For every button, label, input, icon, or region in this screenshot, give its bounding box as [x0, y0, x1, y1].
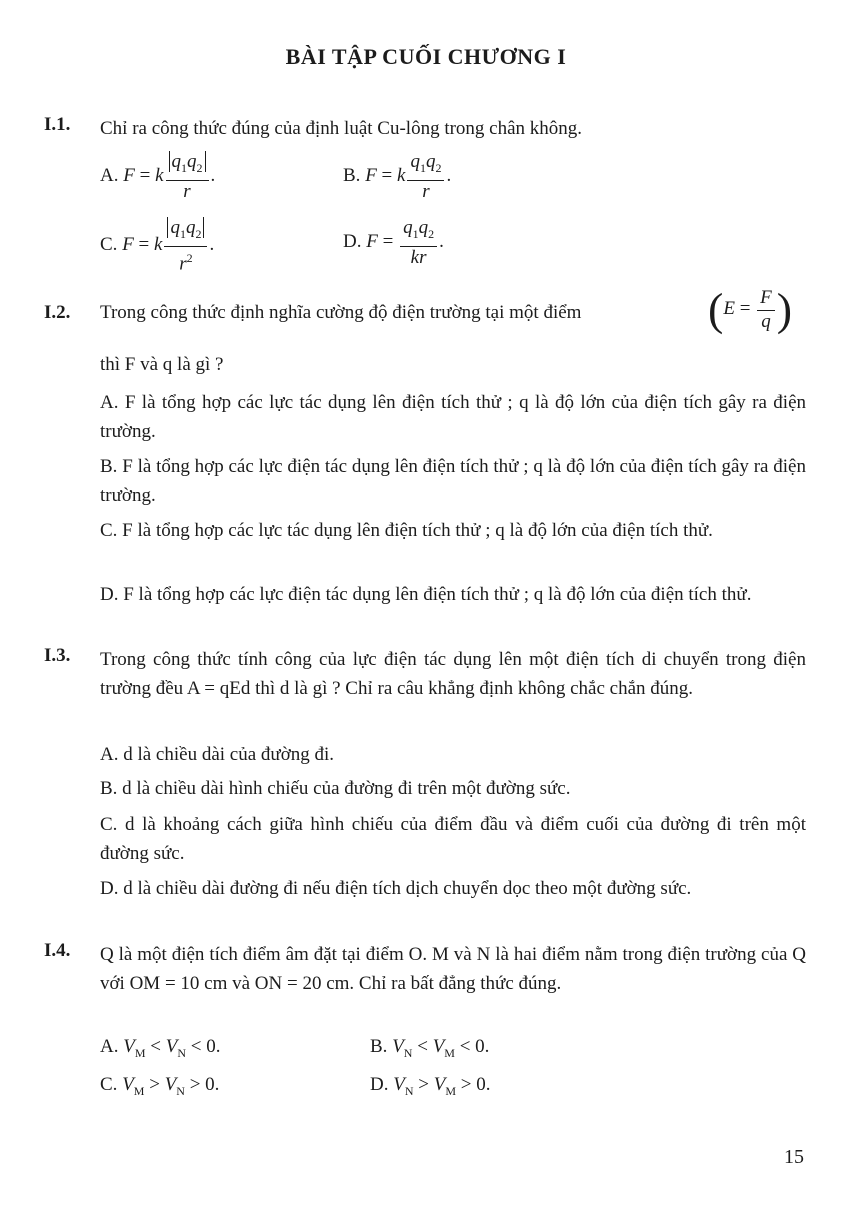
q3-option-d: D. d là chiều dài đường đi nếu điện tích dịch chuyển dọc theo một đường sức.: [100, 878, 692, 899]
question-number-2: I.2.: [44, 302, 71, 323]
q4-option-c: C. $V_M > V_N > 0$.: [100, 1074, 220, 1098]
q4-option-d-label: D.: [370, 1074, 389, 1095]
question-1-text: Chỉ ra công thức đúng của định luật Cu-lông trong chân không.: [100, 118, 583, 139]
question-2-text: Trong công thức định nghĩa cường độ điện trường tại một điểm: [100, 302, 582, 323]
q2-formula: (E = $\frac{F}{q}$ ): [708, 283, 793, 335]
q4-option-d: D. $V_N > V_M > 0$.: [370, 1074, 491, 1098]
q1-option-a-label: A.: [100, 164, 119, 186]
q2-option-a: A. F là tổng hợp các lực tác dụng lên điện tích thử ; q là độ lớn của điện tích gây ra điện trường.: [100, 392, 806, 442]
q1-option-c: C. F = k $\frac{q_1q_2}{r^2}$ .: [100, 217, 215, 275]
q4-option-c-label: C.: [100, 1074, 118, 1095]
q1-option-b-label: B.: [343, 164, 361, 186]
page-number: 15: [784, 1146, 804, 1168]
q2-option-c: C. F là tổng hợp các lực tác dụng lên điện tích thử ; q là độ lớn của điện tích thử.: [100, 520, 713, 541]
page-title: BÀI TẬP CUỐI CHƯƠNG I: [285, 44, 567, 69]
question-3-text: Trong công thức tính công của lực điện tác dụng lên một điện tích di chuyển trong điện trường đều A = qEd thì d là gì ? Chỉ ra câu khẳng định không chắc chắn đúng.: [100, 649, 806, 699]
question-number-4: I.4.: [44, 940, 71, 961]
q3-option-b: B. d là chiều dài hình chiếu của đường đi trên một đường sức.: [100, 778, 571, 799]
q1-option-b: B. F = k $\frac{q_1q_2}{r}$ .: [343, 151, 452, 202]
question-4-text: Q là một điện tích điểm âm đặt tại điểm O. M và N là hai điểm nằm trong điện trường của Q với OM = 10 cm và ON = 20 cm. Chỉ ra bất đẳng thức đúng.: [100, 944, 806, 994]
q1-option-d-label: D.: [343, 230, 362, 252]
question-number-1: I.1.: [44, 114, 71, 135]
q1-option-d: D. F = $\frac{q_1q_2}{kr}$ .: [343, 217, 444, 268]
q4-option-a: A. $V_M < V_N < 0$.: [100, 1036, 221, 1060]
q4-option-b: B. $V_N < V_M < 0$.: [370, 1036, 490, 1060]
q3-option-a: A. d là chiều dài của đường đi.: [100, 744, 335, 765]
q1-option-a: A. F = k $\frac{q_1q_2}{r}$ .: [100, 151, 216, 202]
q4-option-a-label: A.: [100, 1036, 119, 1057]
q2-option-d: D. F là tổng hợp các lực điện tác dụng lên điện tích thử ; q là độ lớn của điện tích thử.: [100, 584, 752, 605]
q3-option-c: C. d là khoảng cách giữa hình chiếu của điểm đầu và điểm cuối của đường đi trên một đường sức.: [100, 814, 806, 864]
q2-option-b: B. F là tổng hợp các lực điện tác dụng lên điện tích thử ; q là độ lớn của điện tích gây ra điện trường.: [100, 456, 806, 506]
question-number-3: I.3.: [44, 645, 71, 666]
q4-option-b-label: B.: [370, 1036, 388, 1057]
question-2-text2: thì F và q là gì ?: [100, 354, 224, 375]
q1-option-c-label: C.: [100, 233, 118, 255]
